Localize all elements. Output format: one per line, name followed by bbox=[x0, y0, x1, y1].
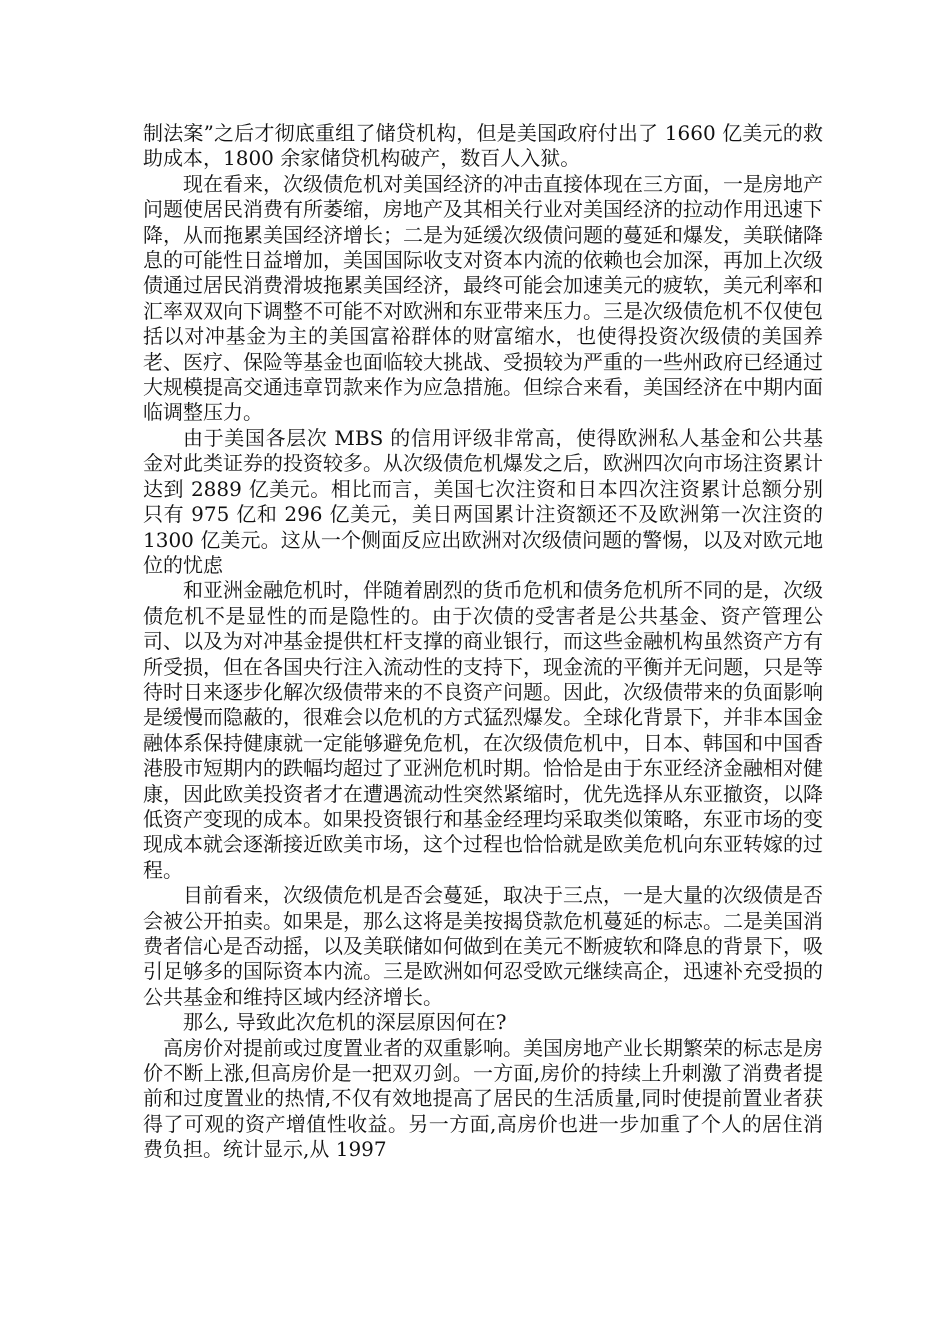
paragraph-3: 由于美国各层次 MBS 的信用评级非常高，使得欧洲私人基金和公共基金对此类证券的投资较多。从次级债危机爆发之后，欧洲四次向市场注资累计达到 2889 亿美元。相比而言，美国七次注资和日本四次注资累计总额分别只有 975 亿和 296 亿美元，美日两国累计注资额还不及欧洲第一次注资的 1300 亿美元。这从一个侧面反应出欧洲对次级债问题的警惕，以及对欧元地位的忧虑 bbox=[143, 425, 823, 577]
paragraph-6: 那么, 导致此次危机的深层原因何在? bbox=[183, 1010, 507, 1035]
paragraph-5: 目前看来，次级债危机是否会蔓延，取决于三点，一是大量的次级债是否会被公开拍卖。如果是，那么这将是美按揭贷款危机蔓延的标志。二是美国消费者信心是否动摇，以及美联储如何做到在美元不断疲软和降息的背景下，吸引足够多的国际资本内流。三是欧洲如何忍受欧元继续高企，迅速补充受损的公共基金和维持区域内经济增长。 bbox=[143, 883, 823, 1009]
paragraph-2: 现在看来，次级债危机对美国经济的冲击直接体现在三方面，一是房地产问题使居民消费有所萎缩，房地产及其相关行业对美国经济的拉动作用迅速下降，从而拖累美国经济增长；二是为延缓次级债问题的蔓延和爆发，美联储降息的可能性日益增加，美国国际收支对资本内流的依赖也会加深，再加上次级债通过居民消费滑坡拖累美国经济，最终可能会加速美元的疲软，美元利率和汇率双双向下调整不可能不对欧洲和东亚带来压力。三是次级债危机不仅使包括以对冲基金为主的美国富裕群体的财富缩水，也使得投资次级债的美国养老、医疗、保险等基金也面临较大挑战、受损较为严重的一些州政府已经通过大规模提高交通违章罚款来作为应急措施。但综合来看，美国经济在中期内面临调整压力。 bbox=[143, 171, 823, 425]
paragraph-1: 制法案”之后才彻底重组了储贷机构，但是美国政府付出了 1660 亿美元的救助成本，1800 余家储贷机构破产，数百人入狱。 bbox=[143, 121, 823, 171]
paragraph-4: 和亚洲金融危机时，伴随着剧烈的货币危机和债务危机所不同的是，次级债危机不是显性的而是隐性的。由于次债的受害者是公共基金、资产管理公司、以及为对冲基金提供杠杆支撑的商业银行，而这些金融机构虽然资产方有所受损，但在各国央行注入流动性的支持下，现金流的平衡并无问题，只是等待时日来逐步化解次级债带来的不良资产问题。因此，次级债带来的负面影响是缓慢而隐蔽的，很难会以危机的方式猛烈爆发。全球化背景下，并非本国金融体系保持健康就一定能够避免危机，在次级债危机中，日本、韩国和中国香港股市短期内的跌幅均超过了亚洲危机时期。恰恰是由于东亚经济金融相对健康，因此欧美投资者才在遭遇流动性突然紧缩时，优先选择从东亚撤资，以降低资产变现的成本。如果投资银行和基金经理均采取类似策略，东亚市场的变现成本就会逐渐接近欧美市场，这个过程也恰恰就是欧美危机向东亚转嫁的过程。 bbox=[143, 578, 823, 882]
paragraph-7: 高房价对提前或过度置业者的双重影响。美国房地产业长期繁荣的标志是房价不断上涨,但高房价是一把双刃剑。一方面,房价的持续上升刺激了消费者提前和过度置业的热情,不仅有效地提高了居民的生活质量,同时使提前置业者获得了可观的资产增值性收益。另一方面,高房价也进一步加重了个人的居住消费负担。统计显示,从 1997 bbox=[143, 1035, 823, 1162]
document-body bbox=[143, 121, 823, 1163]
